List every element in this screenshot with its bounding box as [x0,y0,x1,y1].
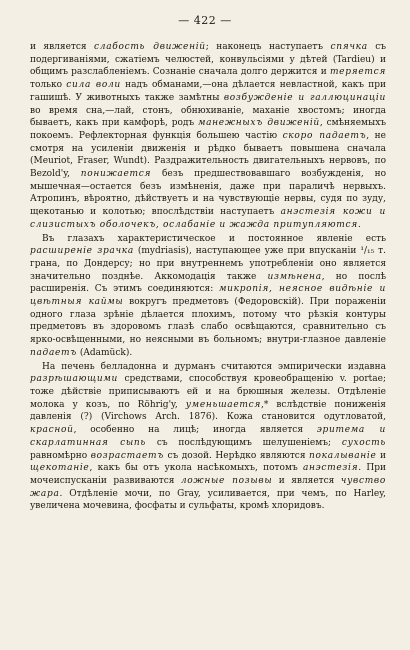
emphasized-text: анэстезія [302,463,359,474]
emphasized-text: разрѣшающими [30,374,119,385]
emphasized-text: падаетъ [30,347,77,358]
emphasized-text: понижается [80,169,152,180]
paragraph [30,233,386,360]
text-run: . При мочеиспусканіи развиваются [30,463,386,486]
text-run: , особенно на лицѣ; иногда является [73,425,317,436]
emphasized-text: эритема и скарлатинная сыпь [30,425,386,448]
paragraph [30,41,386,232]
emphasized-text: манежныхъ движеній [197,118,320,129]
emphasized-text: измѣнена [267,271,322,282]
text-run: На печень белладонна и дурманъ считаются эмпирически издавна [42,361,386,372]
text-run: съ послѣдующимъ шелушеніемъ; [145,437,342,448]
text-run: только [30,80,67,91]
emphasized-text: возбужденіе и галлюцинаціи [223,92,386,103]
emphasized-text: уменьшается [185,399,262,410]
emphasized-text: скоро падаетъ [282,130,367,141]
text-run: , смѣняемыхъ покоемъ. Рефлекторная функція большею частію [30,118,386,141]
text-run: съ подергиваніями, сжатіемъ челюстей, конвульсіями у дѣтей (Tardieu) и общимъ разслабленіемъ. Сознаніе сначала долго держится и [30,42,386,78]
emphasized-text: ложные позывы [180,475,273,486]
paragraph [30,361,386,513]
text-run: ; наконецъ наступаетъ [205,42,331,52]
text-run: , какъ бы отъ укола насѣкомыхъ, потомъ [89,463,303,474]
text-run: безъ предшествовавшаго возбужденія, но мышечная—остается безъ измѣненія, даже при параличѣ нервыхъ. Атропинъ, вѣроятно, дѣйствуетъ и на чувствующіе нервы, судя по зуду, щекотанью и колотью; впослѣдствіи наступаетъ [30,169,386,218]
page-number: — 422 — [178,14,232,27]
text-run: и является [30,42,95,52]
text-run: , не смотря на усиленіи движенія и рѣдко бываетъ повышена сначала (Meuriot, Fraser, Wundt). Раздражительность двигательныхъ нервовъ, по Bezold'y, [30,130,386,180]
emphasized-text: сухость [341,437,386,448]
emphasized-text: расширеніе зрачка [30,246,134,257]
text-run: съ дозой. Нерѣдко являются [163,450,310,461]
body-text [30,41,386,513]
text-run: ,* вслѣдствіе пониженія давленія (?) (Virchows Arch. 1876). Кожа становится одутловатой, [30,399,386,423]
emphasized-text: слабость движеній [94,42,206,52]
emphasized-text: теряется [329,67,386,78]
emphasized-text: анэстезія кожи и слизистыхъ оболочекъ, ослабаніе и жажда притупляются [30,207,386,230]
text-run: и является [272,475,341,486]
text-run: . Отдѣленіе мочи, по Gray, усиливается, при чемъ, по Harley, увеличена мочевина, фосфаты и сульфаты, кромѣ хлоридовъ. [30,488,386,512]
text-run: (mydriasis), наступающее уже при впусканіи ¹/₁₅ т. грана, по Дондерсу; но при внутреннемъ употребленіи оно является значительно позднѣе. Аккомодація также [30,246,386,282]
emphasized-text: возрастаетъ [90,450,164,461]
text-run: , но послѣ расширенія. Съ этимъ соединяются: [30,271,387,295]
text-run: (Adamück). [77,347,133,358]
emphasized-text: щекотаніе [30,463,90,474]
emphasized-text: сила воли [66,80,121,91]
emphasized-text: микропія, неясное видѣніе и цвѣтныя каймы [30,284,386,308]
text-run: и [376,450,387,461]
emphasized-text: спячка [330,42,368,52]
text-run: равномѣрно [30,450,91,461]
text-run: вокругъ предметовъ (Федоровскій). При пораженіи одного глаза зрѣніе дѣлается плохимъ, потому что рѣзкія контуры предметовъ въ здоровомъ глазѣ слабо освѣщаются, сравнительно съ ярко-освѣщенными, но неясными въ больномъ; внутри-глазное давленіе [30,297,387,346]
text-run: во время сна,—лай, стонъ, обнюхиваніе, маханіе хвостомъ; иногда бываетъ, какъ при камфорѣ, родъ [30,105,386,129]
emphasized-text: красной [30,425,74,436]
text-run: надъ обманами,—она дѣлается невластной, какъ при гашишѣ. У животныхъ также замѣтны [30,80,387,103]
text-run: средствами, способствуя кровеобращенію v. portae; тоже дѣйствіе приписываютъ ей и на брюшныя железы. Отдѣленіе молока у козъ, по Röhrig'y, [30,374,386,410]
text-run: . [357,219,361,230]
emphasized-text: чувство жара [30,475,386,499]
text-run: Въ глазахъ характеристическое и постоянное явленіе есть [42,233,386,244]
emphasized-text: покалываніе [309,450,377,461]
